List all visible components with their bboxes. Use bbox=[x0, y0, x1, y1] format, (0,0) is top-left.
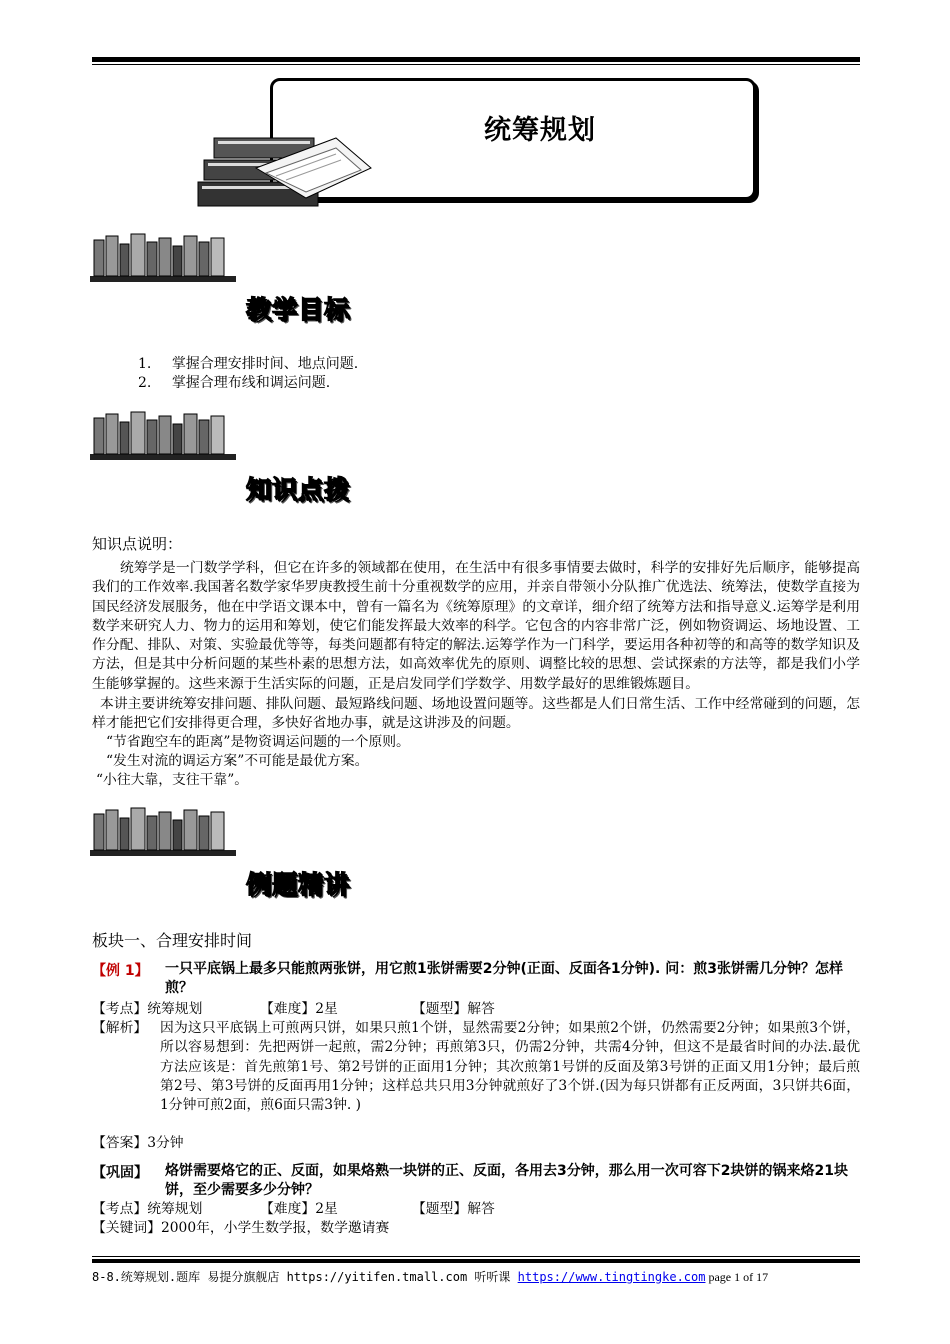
knowledge-principle: “节省跑空车的距离”是物资调运问题的一个原则。 bbox=[106, 734, 410, 750]
consolidate-question: 烙饼需要烙它的正、反面，如果烙熟一块饼的正、反面，各用去3分钟，那么用一次可容下2块饼的锅来烙21块饼，至少需要多少分钟？ bbox=[165, 1163, 848, 1198]
example-question: 一只平底锅上最多只能煎两张饼，用它煎1张饼需要2分钟(正面、反面各1分钟). 问：煎3张饼需几分钟？怎样煎？ bbox=[165, 961, 843, 996]
top-rule-thin bbox=[92, 64, 860, 65]
tixing-label: 【题型】 bbox=[412, 1201, 468, 1217]
goal-item bbox=[138, 374, 330, 393]
example-label: 【例 1】 bbox=[92, 963, 149, 979]
nandu-label: 【难度】 bbox=[260, 1201, 316, 1217]
goal-item bbox=[138, 355, 358, 374]
footer-source: 8-8.统筹规划.题库 易提分旗舰店 https://yitifen.tmall.com 听听课 bbox=[92, 1270, 518, 1284]
footer-rule-thin bbox=[92, 1256, 860, 1257]
answer-label: 【答案】 bbox=[92, 1135, 148, 1151]
section-title-goals: 教学目标 bbox=[246, 295, 351, 324]
consolidate-meta bbox=[92, 1200, 202, 1219]
jiexi-label: 【解析】 bbox=[92, 1020, 148, 1036]
nandu-value: 2星 bbox=[315, 1201, 338, 1217]
goal-text: 掌握合理布线和调运问题. bbox=[171, 375, 331, 391]
tixing-label: 【题型】 bbox=[412, 1001, 468, 1017]
nandu-value: 2星 bbox=[315, 1001, 338, 1017]
bookshelf-icon bbox=[90, 232, 236, 284]
answer-row bbox=[92, 1134, 184, 1153]
kaodian-label: 【考点】 bbox=[92, 1201, 148, 1217]
block-title: 板块一、合理安排时间 bbox=[92, 931, 253, 950]
footer-rule bbox=[92, 1259, 860, 1263]
knowledge-principle: “小往大靠，支往干靠”。 bbox=[96, 772, 249, 788]
goal-number: 2. bbox=[138, 375, 152, 391]
knowledge-principle: “发生对流的调运方案”不可能是最优方案。 bbox=[106, 753, 369, 769]
section-title-examples: 例题精讲 bbox=[246, 870, 351, 899]
keyword-label: 【关键词】 bbox=[92, 1220, 161, 1236]
goal-text: 掌握合理安排时间、地点问题. bbox=[171, 356, 359, 372]
knowledge-paragraph: 本讲主要讲统筹安排问题、排队问题、最短路线问题、场地设置问题等。这些都是人们日常生活、工作中经常碰到的问题，怎样才能把它们安排得更合理，多快好省地办事，就是这讲涉及的问题。 bbox=[92, 696, 860, 732]
book-stack-illustration bbox=[196, 128, 386, 218]
example-meta bbox=[260, 1000, 338, 1019]
bookshelf-icon bbox=[90, 410, 236, 462]
knowledge-heading: 知识点说明： bbox=[92, 535, 183, 553]
kaodian-label: 【考点】 bbox=[92, 1001, 148, 1017]
tixing-value: 解答 bbox=[467, 1201, 495, 1217]
section-title-knowledge: 知识点拨 bbox=[246, 475, 351, 504]
page-title: 统筹规划 bbox=[484, 115, 596, 146]
jiexi-text: 因为这只平底锅上可煎两只饼，如果只煎1个饼，显然需要2分钟；如果煎2个饼，仍然需要2分钟；如果煎3个饼，所以容易想到：先把两饼一起煎，需2分钟；再煎第3只，仍需2分钟，共需4分钟，但这不是最省时间的办法.最优方法应该是：首先煎第1号、第2号饼的正面用1分钟；其次煎第1号饼的反面及第3号饼的正面又用1分钟；最后煎第2号、第3号饼的反面再用1分钟；这样总共只用3分钟就煎好了3个饼.(因为每只饼都有正反两面，3只饼共6面，1分钟可煎2面，煎6面只需3钟. ) bbox=[160, 1020, 860, 1114]
goal-number: 1. bbox=[138, 356, 152, 372]
knowledge-paragraph: 统筹学是一门数学学科，但它在许多的领域都在使用，在生活中有很多事情要去做时，科学的安排好先后顺序，能够提高我们的工作效率.我国著名数学家华罗庚教授生前十分重视数学的应用，并亲自带领小分队推广优选法、统筹法，使数学直接为国民经济发展服务，他在中学语文课本中，曾有一篇名为《统筹原理》的文章详，细介绍了统筹方法和指导意义.运筹学是利用数学来研究人力、物力的运用和筹划，使它们能发挥最大效率的科学。它包含的内容非常广泛，例如物资调运、场地设置、工作分配、排队、对策、实验最优等等，每类问题都有特定的解法.运筹学作为一门科学，要运用各种初等的和高等的数学知识及方法，但是其中分析问题的某些朴素的思想方法，如高效率优先的原则、调整比较的思想、尝试探索的方法等，都是我们小学生能够掌握的。这些来源于生活实际的问题，正是启发同学们学数学、用数学最好的思维锻炼题目。 bbox=[92, 560, 860, 692]
kaodian-value: 统筹规划 bbox=[147, 1201, 203, 1217]
answer-value: 3分钟 bbox=[147, 1135, 184, 1151]
nandu-label: 【难度】 bbox=[260, 1001, 316, 1017]
example-meta bbox=[92, 1000, 202, 1019]
footer-page-number: page 1 of 17 bbox=[705, 1270, 769, 1284]
bookshelf-icon bbox=[90, 806, 236, 858]
top-rule bbox=[92, 57, 860, 62]
keyword-row bbox=[92, 1219, 389, 1238]
page-footer bbox=[92, 1268, 768, 1285]
keyword-value: 2000年，小学生数学报，数学邀请赛 bbox=[160, 1220, 390, 1236]
consolidate-label: 【巩固】 bbox=[92, 1165, 148, 1181]
example-meta bbox=[412, 1000, 495, 1019]
footer-link[interactable]: https://www.tingtingke.com bbox=[517, 1270, 706, 1284]
tixing-value: 解答 bbox=[467, 1001, 495, 1017]
consolidate-meta bbox=[260, 1200, 338, 1219]
consolidate-meta bbox=[412, 1200, 495, 1219]
kaodian-value: 统筹规划 bbox=[147, 1001, 203, 1017]
